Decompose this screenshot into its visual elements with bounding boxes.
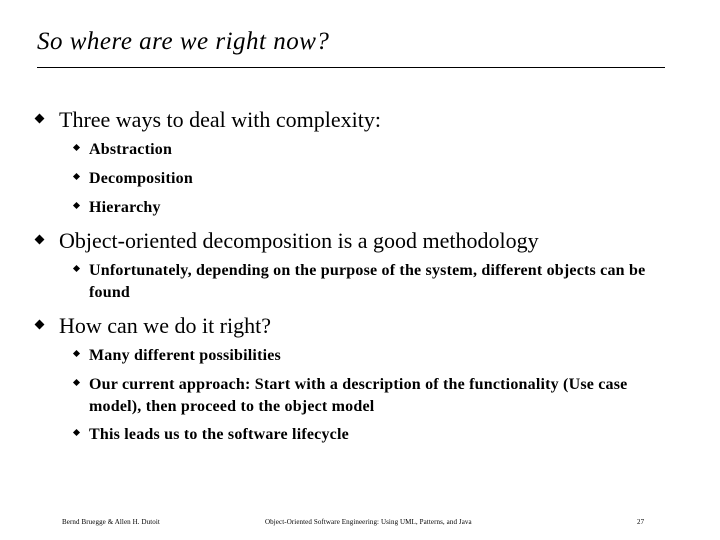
sub-bullet-text: Many different possibilities bbox=[89, 347, 281, 364]
footer-course: Object-Oriented Software Engineering: Using UML, Patterns, and Java bbox=[265, 518, 472, 526]
small-diamond-bullet-icon bbox=[73, 265, 80, 272]
small-diamond-bullet-icon bbox=[73, 173, 80, 180]
title-divider bbox=[37, 67, 665, 68]
sub-bullet-text: Decomposition bbox=[89, 170, 193, 187]
footer-authors: Bernd Bruegge & Allen H. Dutoit bbox=[62, 518, 160, 526]
slide-title: So where are we right now? bbox=[37, 28, 330, 55]
small-diamond-bullet-icon bbox=[73, 202, 80, 209]
small-diamond-bullet-icon bbox=[73, 144, 80, 151]
small-diamond-bullet-icon bbox=[73, 350, 80, 357]
sub-bullet-text: Our current approach: Start with a description of the functionality (Use case model), then proceed to the object model bbox=[89, 376, 628, 415]
diamond-bullet-icon bbox=[35, 235, 45, 245]
small-diamond-bullet-icon bbox=[73, 429, 80, 436]
sub-bullet-text: This leads us to the software lifecycle bbox=[89, 426, 349, 443]
sub-bullet-text: Unfortunately, depending on the purpose of the system, different objects can be found bbox=[89, 262, 646, 301]
sub-bullet-text: Abstraction bbox=[89, 141, 173, 158]
bullet-3-text: How can we do it right? bbox=[59, 313, 271, 338]
small-diamond-bullet-icon bbox=[73, 379, 80, 386]
diamond-bullet-icon bbox=[35, 114, 45, 124]
diamond-bullet-icon bbox=[35, 320, 45, 330]
bullet-2-text: Object-oriented decomposition is a good methodology bbox=[59, 228, 539, 253]
footer-page-number: 27 bbox=[637, 518, 645, 526]
bullet-1-text: Three ways to deal with complexity: bbox=[59, 107, 381, 132]
sub-bullet-text: Hierarchy bbox=[89, 199, 161, 216]
